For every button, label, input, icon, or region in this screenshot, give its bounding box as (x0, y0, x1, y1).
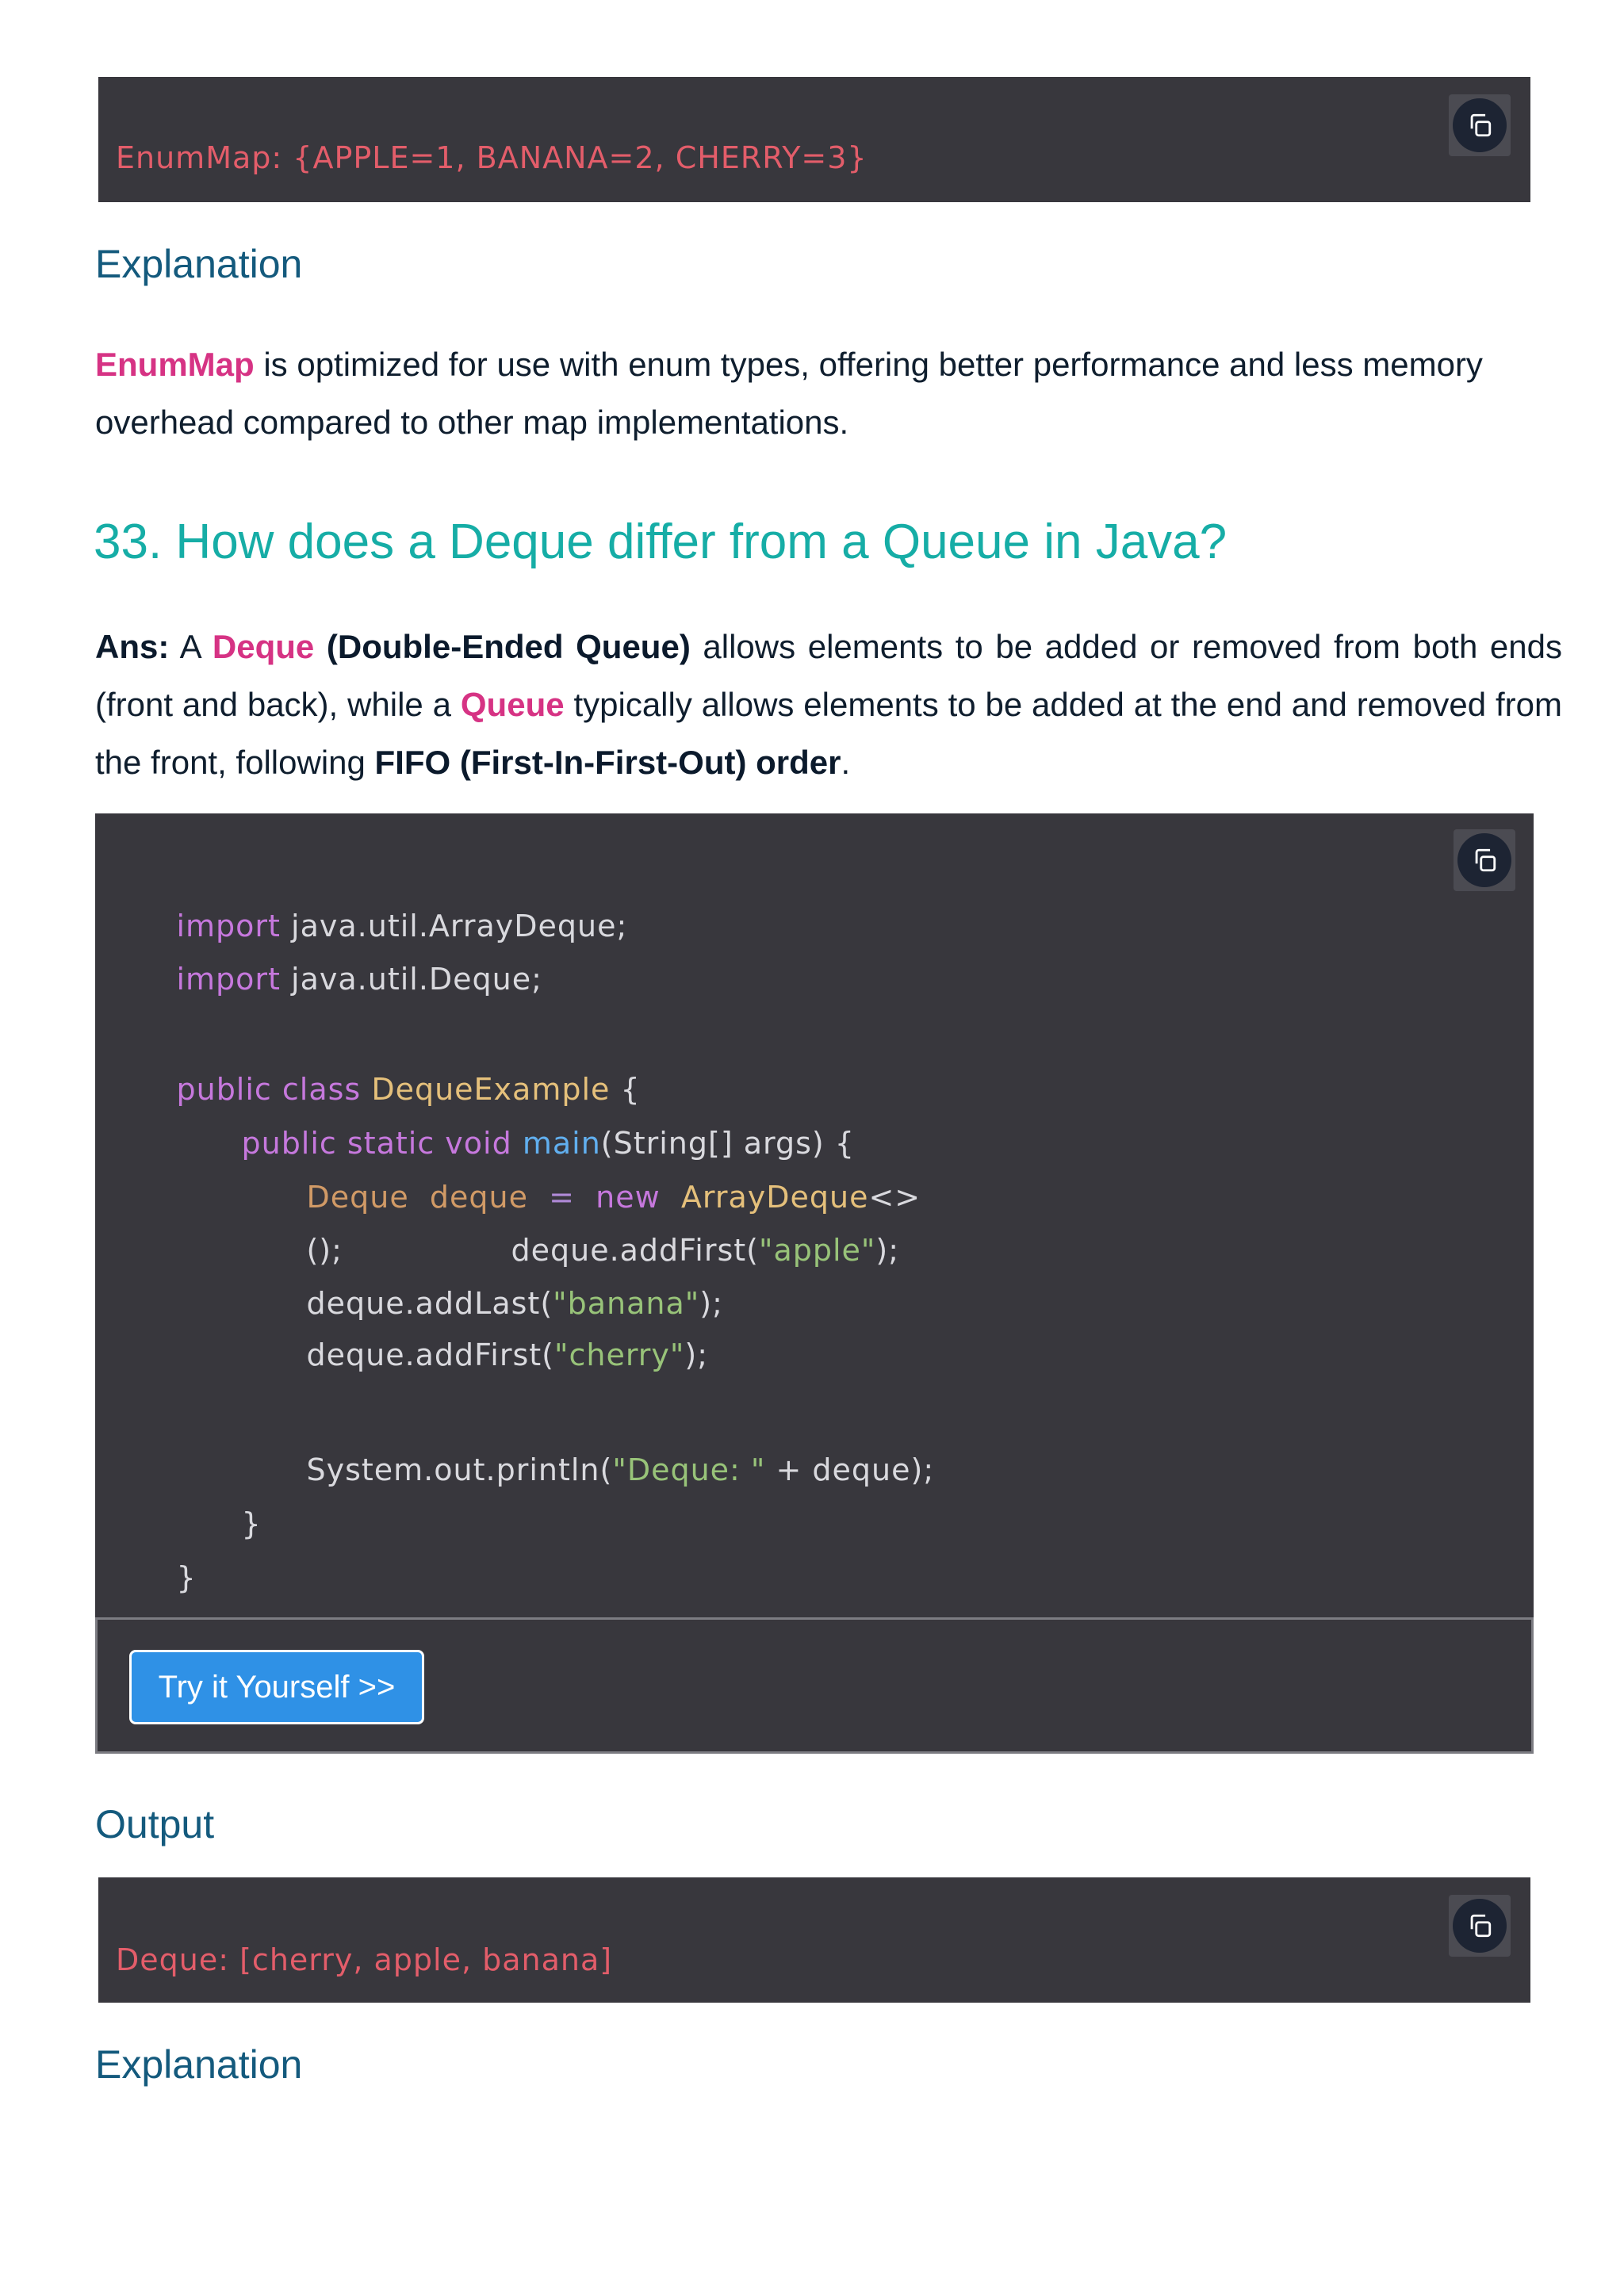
question-title: 33. How does a Deque differ from a Queue in Java? (94, 515, 1228, 569)
code-text: java.util.Deque; (280, 962, 542, 997)
explanation-paragraph (95, 335, 1562, 451)
code-line (244, 1303, 708, 1407)
answer-text: . (841, 744, 851, 781)
code-text: ); (875, 1233, 900, 1268)
try-it-yourself-button[interactable]: Try it Yourself >> (129, 1650, 424, 1724)
class-name: ArrayDeque (680, 1180, 869, 1215)
answer-text (314, 628, 327, 665)
term-deque: Deque (212, 628, 315, 665)
term-double-ended-queue: (Double-Ended Queue) (326, 628, 691, 665)
explanation-text-2: overhead compared to other map implementations. (95, 404, 849, 441)
class-name: DequeExample (371, 1072, 611, 1107)
keyword: new (596, 1180, 661, 1215)
code-block (95, 813, 1534, 1619)
term-enummap: EnumMap (95, 346, 255, 383)
code-text: + deque); (765, 1452, 935, 1487)
output-block (98, 77, 1530, 202)
code-text: ); (699, 1286, 723, 1321)
operator: = (549, 1180, 575, 1215)
copy-button[interactable] (1449, 94, 1511, 156)
try-it-bar (95, 1617, 1534, 1754)
string-literal: "apple" (758, 1233, 876, 1268)
term-queue: Queue (460, 686, 565, 723)
code-line (244, 1418, 934, 1522)
variable-name: deque (429, 1180, 528, 1215)
copy-button[interactable] (1449, 1895, 1511, 1957)
ans-label: Ans: (95, 628, 170, 665)
code-text: } (176, 1560, 197, 1595)
function-name: main (522, 1126, 601, 1161)
copy-button[interactable] (1454, 829, 1515, 891)
code-text: deque.addLast( (306, 1286, 553, 1321)
answer-text: A (169, 628, 213, 665)
keyword: import (176, 909, 281, 943)
keyword: public class (176, 1072, 362, 1107)
keyword: import (176, 962, 281, 997)
output-block (98, 1877, 1530, 2003)
output-heading: Output (95, 1802, 215, 1846)
string-literal: "banana" (553, 1286, 700, 1321)
explanation-text-1: is optimized for use with enum types, offering better performance and less memory (254, 346, 1483, 383)
code-text: java.util.ArrayDeque; (280, 909, 628, 943)
explanation-heading: Explanation (95, 2042, 303, 2087)
string-literal: "Deque: " (612, 1452, 766, 1487)
keyword: public static void (241, 1126, 512, 1161)
code-line (114, 1525, 197, 1630)
type-name: Deque (306, 1180, 409, 1215)
code-text: deque.addFirst( (511, 1233, 759, 1268)
answer-text: typically allows elements to be added at the end and removed from the front, following (95, 686, 1563, 781)
copy-icon (1453, 98, 1507, 152)
code-text: (); (306, 1233, 343, 1268)
output-text: EnumMap: {APPLE=1, BANANA=2, CHERRY=3} (116, 140, 868, 175)
code-text: } (241, 1506, 262, 1541)
code-text: (String[] args) { (600, 1126, 855, 1161)
copy-icon (1457, 833, 1511, 887)
code-text: { (610, 1072, 641, 1107)
answer-paragraph (95, 618, 1562, 791)
code-text: <> (868, 1180, 921, 1215)
answer-text: allows elements to be added or removed from both ends (front and back), while a (95, 628, 1563, 723)
code-text: System.out.println( (306, 1452, 613, 1487)
term-fifo: FIFO (First-In-First-Out) order (374, 744, 841, 781)
copy-icon (1453, 1899, 1507, 1953)
code-line (114, 927, 542, 1031)
explanation-heading: Explanation (95, 242, 303, 286)
code-text: deque.addFirst( (306, 1337, 554, 1372)
code-text: ); (684, 1337, 709, 1372)
output-text: Deque: [cherry, apple, banana] (116, 1942, 613, 1977)
string-literal: "cherry" (553, 1337, 685, 1372)
